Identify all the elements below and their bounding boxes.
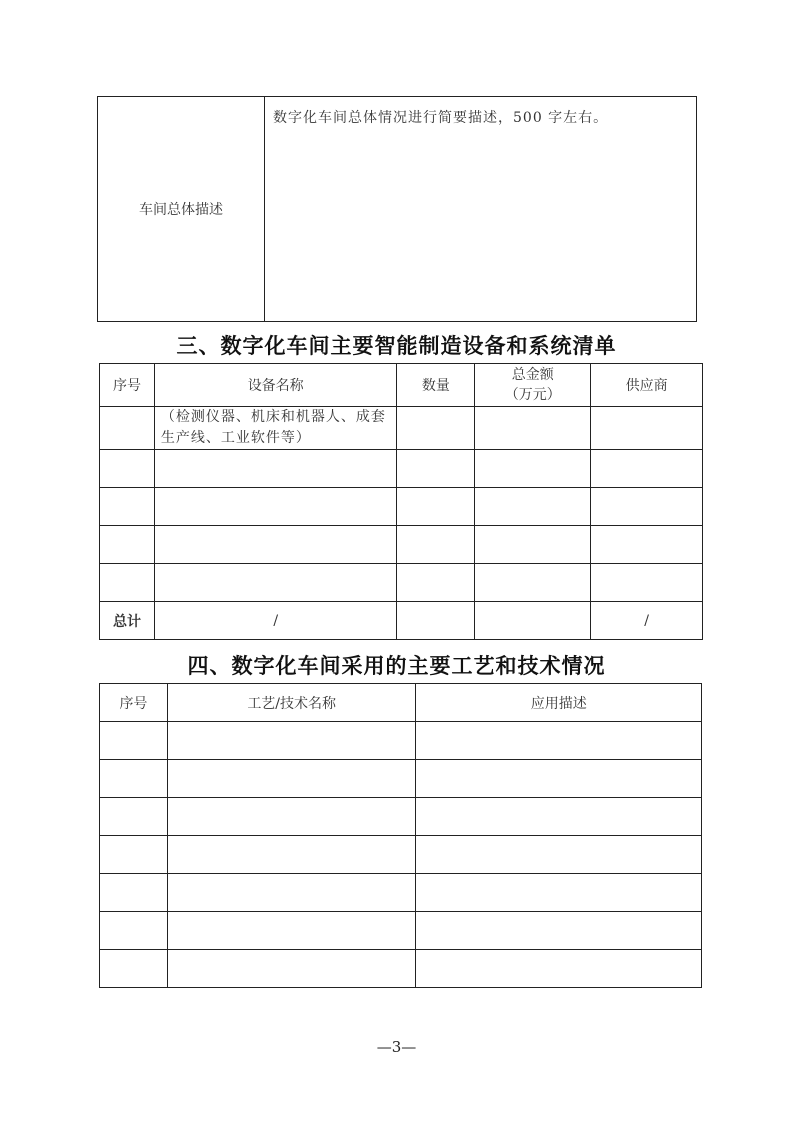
cell-seq[interactable]: [100, 912, 168, 950]
header-supplier: 供应商: [591, 364, 703, 407]
cell-seq[interactable]: [100, 798, 168, 836]
table-row: [100, 836, 702, 874]
cell-supplier[interactable]: [591, 407, 703, 450]
technology-header-row: [100, 684, 702, 722]
total-supplier-slash: /: [591, 602, 703, 640]
cell-amount[interactable]: [475, 450, 591, 488]
cell-amount[interactable]: [475, 407, 591, 450]
cell-technology-name[interactable]: [167, 950, 416, 988]
cell-amount[interactable]: [475, 526, 591, 564]
cell-technology-name[interactable]: [167, 798, 416, 836]
header-application-description: 应用描述: [416, 684, 702, 722]
table-row: [100, 912, 702, 950]
cell-technology-name[interactable]: [167, 912, 416, 950]
cell-technology-name[interactable]: [167, 874, 416, 912]
header-seq: 序号: [100, 364, 155, 407]
total-row: [100, 602, 703, 640]
table-row: [100, 950, 702, 988]
total-quantity[interactable]: [397, 602, 475, 640]
cell-supplier[interactable]: [591, 488, 703, 526]
table-row: [100, 722, 702, 760]
table-row: [100, 874, 702, 912]
cell-application-description[interactable]: [416, 760, 702, 798]
cell-quantity[interactable]: [397, 407, 475, 450]
cell-application-description[interactable]: [416, 836, 702, 874]
cell-supplier[interactable]: [591, 526, 703, 564]
header-total-amount: 总金额 （万元）: [475, 364, 591, 407]
table-row: [100, 450, 703, 488]
cell-seq[interactable]: [100, 874, 168, 912]
cell-seq[interactable]: [100, 564, 155, 602]
header-quantity: 数量: [397, 364, 475, 407]
equipment-name-hint[interactable]: （检测仪器、机床和机器人、成套生产线、工业软件等）: [154, 407, 397, 450]
table-row: [100, 407, 703, 450]
cell-application-description[interactable]: [416, 950, 702, 988]
overview-description[interactable]: 数字化车间总体情况进行简要描述，500 字左右。: [265, 97, 697, 322]
section3-title: 三、数字化车间主要智能制造设备和系统清单: [176, 334, 617, 358]
cell-seq[interactable]: [100, 407, 155, 450]
cell-seq[interactable]: [100, 526, 155, 564]
cell-seq[interactable]: [100, 450, 155, 488]
total-label: 总计: [100, 602, 155, 640]
cell-seq[interactable]: [100, 950, 168, 988]
header-technology-name: 工艺/技术名称: [167, 684, 416, 722]
table-row: [100, 564, 703, 602]
workshop-overview-table: [97, 96, 697, 322]
cell-seq[interactable]: [100, 760, 168, 798]
total-amount[interactable]: [475, 602, 591, 640]
cell-amount[interactable]: [475, 564, 591, 602]
equipment-header-row: [100, 364, 703, 407]
cell-seq[interactable]: [100, 836, 168, 874]
cell-seq[interactable]: [100, 722, 168, 760]
cell-quantity[interactable]: [397, 488, 475, 526]
cell-application-description[interactable]: [416, 874, 702, 912]
cell-application-description[interactable]: [416, 722, 702, 760]
technology-table: [99, 683, 702, 988]
cell-equipment-name[interactable]: [154, 526, 397, 564]
cell-quantity[interactable]: [397, 450, 475, 488]
table-row: [100, 526, 703, 564]
cell-equipment-name[interactable]: [154, 488, 397, 526]
header-equipment-name: 设备名称: [154, 364, 397, 407]
table-row: [100, 798, 702, 836]
section4-title: 四、数字化车间采用的主要工艺和技术情况: [187, 654, 606, 678]
cell-technology-name[interactable]: [167, 760, 416, 798]
total-equipment-slash: /: [154, 602, 397, 640]
cell-technology-name[interactable]: [167, 836, 416, 874]
cell-seq[interactable]: [100, 488, 155, 526]
cell-amount[interactable]: [475, 488, 591, 526]
cell-quantity[interactable]: [397, 526, 475, 564]
cell-supplier[interactable]: [591, 564, 703, 602]
table-row: [100, 488, 703, 526]
cell-application-description[interactable]: [416, 798, 702, 836]
cell-supplier[interactable]: [591, 450, 703, 488]
cell-equipment-name[interactable]: [154, 564, 397, 602]
equipment-table: [99, 363, 703, 640]
cell-equipment-name[interactable]: [154, 450, 397, 488]
cell-application-description[interactable]: [416, 912, 702, 950]
cell-quantity[interactable]: [397, 564, 475, 602]
header-seq: 序号: [100, 684, 168, 722]
cell-technology-name[interactable]: [167, 722, 416, 760]
overview-label: 车间总体描述: [98, 97, 265, 322]
table-row: [100, 760, 702, 798]
page-number: —3—: [376, 1038, 417, 1056]
